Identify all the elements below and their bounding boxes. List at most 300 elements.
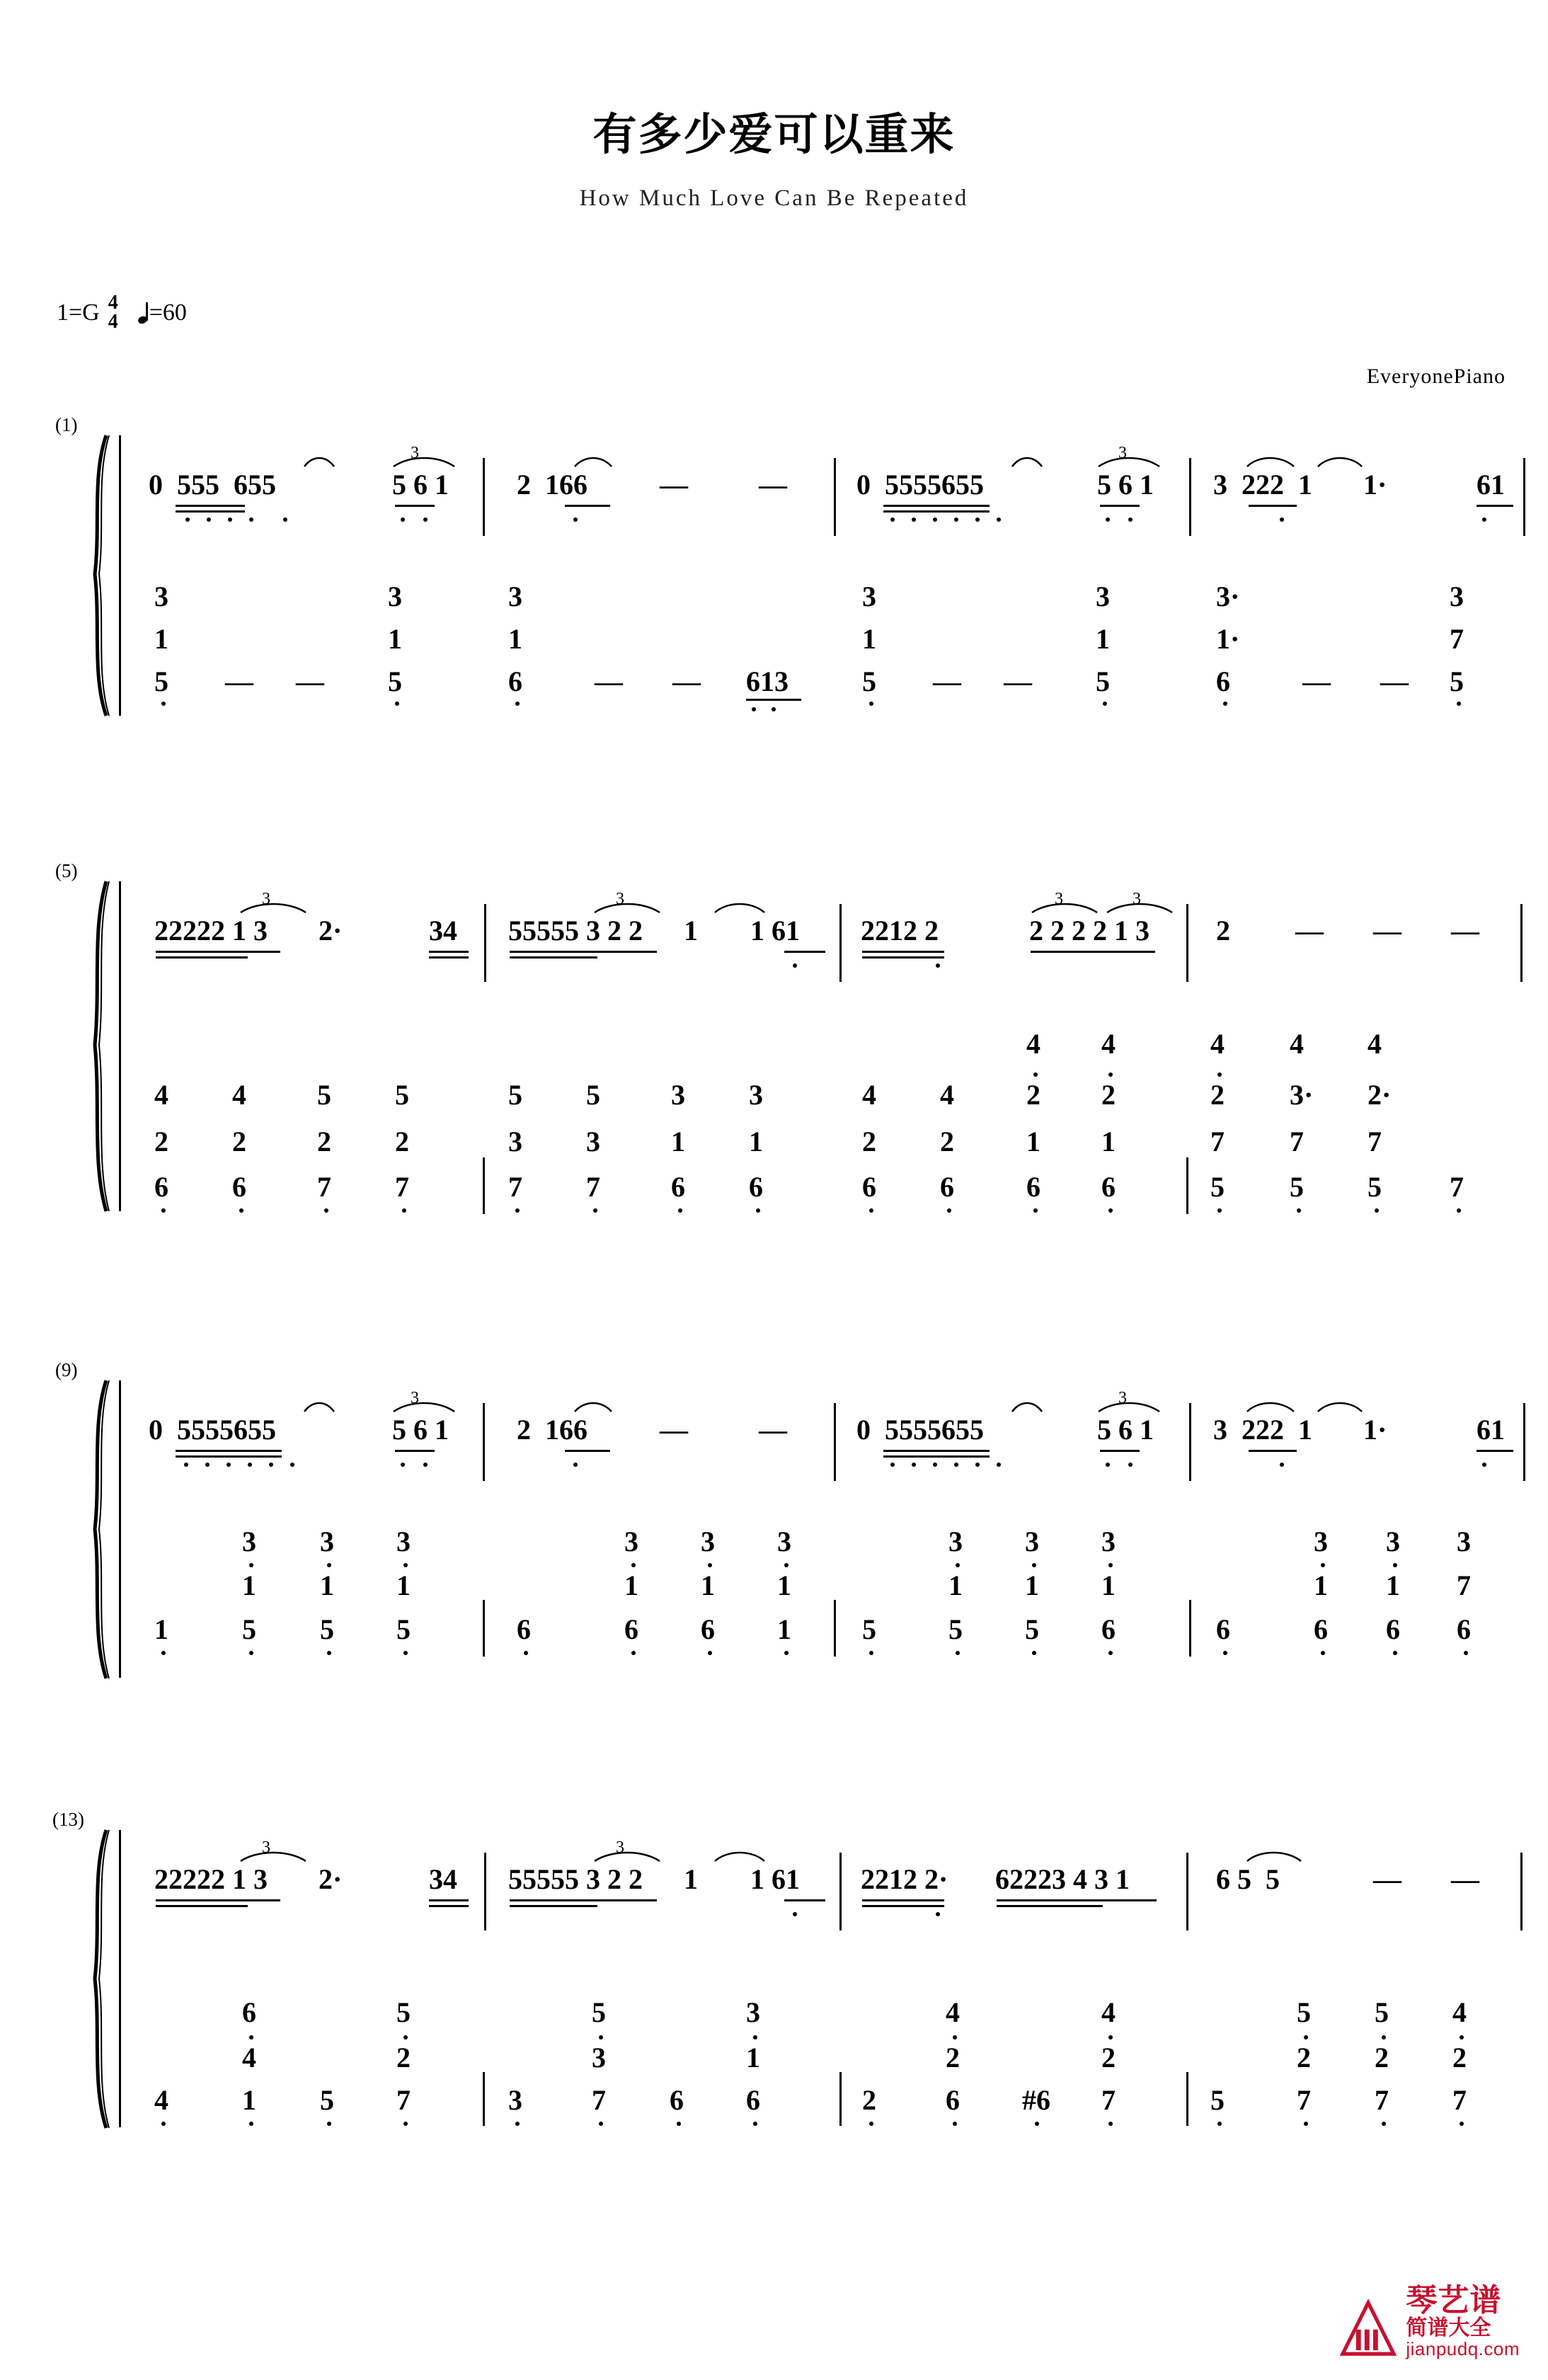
bass-note: 3 (592, 2042, 606, 2073)
octave-dot (793, 963, 797, 968)
bass-note: 5 (396, 1613, 411, 1645)
bass-note: 1 (320, 1569, 334, 1601)
barline (839, 1853, 842, 1930)
octave-dot (997, 1463, 1001, 1467)
bass-note: 5 (320, 2084, 334, 2116)
octave-dot (1033, 1072, 1038, 1077)
octave-dot (912, 1463, 916, 1467)
octave-dot (403, 2122, 408, 2126)
measure-number: (13) (52, 1809, 84, 1830)
bass-note: — (1004, 665, 1032, 697)
octave-dot (784, 1651, 789, 1655)
beam (176, 1450, 282, 1452)
octave-dot (1103, 702, 1107, 706)
octave-dot (1297, 1208, 1301, 1213)
bass-note: 3 (1314, 1526, 1328, 1557)
tempo-value: =60 (149, 299, 187, 326)
slur (1097, 454, 1161, 468)
time-signature-bottom: 4 (108, 310, 118, 333)
barline (834, 1600, 836, 1657)
bass-note: 7 (1452, 2084, 1467, 2116)
octave-dot (161, 1208, 166, 1213)
octave-dot (869, 1208, 873, 1213)
melody-notes: 2212 2 (861, 915, 939, 946)
octave-dot (324, 1208, 328, 1213)
octave-dot (1032, 1651, 1036, 1655)
melody-notes: 34 (429, 915, 457, 946)
system-brace (85, 880, 113, 1213)
bass-note: 7 (317, 1171, 331, 1203)
bass-note: 3 (862, 580, 876, 612)
bass-note: 7 (592, 2084, 606, 2116)
bass-note: 2 (1026, 1079, 1040, 1111)
bass-note: 6 (232, 1171, 246, 1203)
piano-logo-icon (1338, 2298, 1399, 2359)
barline (483, 1157, 485, 1214)
octave-dot (936, 963, 940, 968)
bass-note: 6 (671, 1171, 685, 1203)
barline (1186, 1853, 1188, 1930)
melody-notes: 2· (319, 1863, 343, 1895)
staff-system-4 (50, 1809, 1501, 2141)
bass-note: 2 (862, 2084, 876, 2116)
octave-dot (752, 707, 756, 711)
melody-notes: 22222 1 3 (154, 915, 268, 946)
octave-dot (1464, 1651, 1468, 1655)
octave-dot (1128, 517, 1133, 522)
bass-note: 1 (508, 623, 522, 655)
octave-dot (515, 702, 520, 706)
octave-dot (290, 1463, 294, 1467)
melody-notes: — (1451, 1863, 1479, 1895)
barline (484, 1853, 486, 1930)
slur (1317, 1399, 1363, 1413)
site-watermark (1338, 2284, 1520, 2359)
bass-note: 2 (1452, 2042, 1467, 2073)
octave-dot (402, 1208, 406, 1213)
octave-dot (933, 1463, 937, 1467)
beam (565, 1450, 610, 1452)
melody-notes: 2 (1216, 915, 1230, 946)
beam (1249, 505, 1297, 507)
octave-dot (953, 2035, 957, 2039)
bass-note: 7 (508, 1171, 522, 1203)
melody-notes: 2212 2· (861, 1863, 948, 1895)
bass-note: 6 (517, 1613, 531, 1645)
melody-notes: 61 (1477, 1414, 1505, 1446)
octave-dot (403, 1651, 408, 1655)
bass-note: 6 (1314, 1613, 1328, 1645)
barline-start (119, 435, 121, 716)
beam (862, 951, 944, 953)
bass-note: 5 (1368, 1171, 1382, 1203)
beam (862, 1899, 944, 1901)
bass-note: 2 (862, 1126, 876, 1157)
octave-dot (327, 1563, 331, 1567)
bass-note: 3 (508, 2084, 522, 2116)
beam (1249, 1450, 1297, 1452)
melody-notes: 1 (684, 1863, 698, 1895)
bass-note: 1 (1096, 623, 1110, 655)
octave-dot (403, 1563, 408, 1567)
key-and-tempo (57, 294, 187, 331)
beam (1477, 1450, 1513, 1452)
octave-dot (1382, 2122, 1386, 2126)
octave-dot (1482, 1463, 1486, 1467)
melody-notes: 0 5555655 (856, 1414, 984, 1446)
beam (395, 1450, 435, 1452)
bass-note: 5 (1210, 2084, 1225, 2116)
octave-dot (869, 1651, 873, 1655)
bass-note: 3· (1216, 580, 1240, 612)
bass-note: 5 (862, 665, 876, 697)
melody-notes: 55555 3 2 2 (508, 1863, 643, 1895)
melody-notes: 3 222 1 (1213, 469, 1312, 500)
bass-note: 1 (154, 1613, 168, 1645)
barline-end (1523, 1403, 1525, 1481)
bass-note: 6 (624, 1613, 638, 1645)
bass-note: 6 (508, 665, 522, 697)
slur (1031, 900, 1099, 914)
octave-dot (1223, 1651, 1227, 1655)
melody-notes: 34 (429, 1863, 457, 1895)
bass-note: 3 (948, 1526, 963, 1557)
bass-note: 5 (508, 1079, 522, 1111)
octave-dot (327, 2122, 331, 2126)
bass-note: #6 (1022, 2084, 1050, 2116)
octave-dot (593, 1208, 597, 1213)
bass-note: 5 (592, 1996, 606, 2028)
barline (483, 1600, 485, 1657)
bass-note: 5 (1096, 665, 1110, 697)
bass-note: 4 (1101, 1996, 1116, 2028)
octave-dot (869, 702, 873, 706)
melody-notes: 3 222 1 (1213, 1414, 1312, 1446)
bass-note: — (595, 665, 623, 697)
beam (784, 951, 825, 953)
octave-dot (1032, 1563, 1036, 1567)
octave-dot (1108, 1563, 1113, 1567)
octave-dot (933, 517, 937, 522)
slur (239, 900, 307, 914)
octave-dot (239, 1208, 243, 1213)
beam (156, 1899, 280, 1901)
octave-dot (599, 2122, 603, 2126)
barline (839, 904, 842, 982)
beam (510, 956, 597, 959)
octave-dot (1321, 1563, 1325, 1567)
octave-dot (869, 2122, 873, 2126)
octave-dot (1382, 2035, 1386, 2039)
slur (303, 454, 336, 468)
octave-dot (1280, 1463, 1284, 1467)
bass-note: 1 (1025, 1569, 1039, 1601)
bass-note: — (933, 665, 961, 697)
bass-note: 1 (749, 1126, 763, 1157)
bass-note: 2 (1297, 2042, 1311, 2073)
melody-notes: 1 61 (750, 1863, 800, 1895)
bass-note: 1 (242, 2084, 256, 2116)
melody-notes: 1· (1363, 1414, 1387, 1446)
bass-note: 1 (1101, 1126, 1116, 1157)
bass-note: 6 (1101, 1171, 1116, 1203)
octave-dot (184, 1463, 188, 1467)
octave-dot (228, 517, 232, 522)
melody-notes: — (1451, 915, 1479, 946)
octave-dot (1106, 517, 1110, 522)
octave-dot (947, 1208, 951, 1213)
bass-note: 5 (320, 1613, 334, 1645)
bass-note: 5 (1210, 1171, 1225, 1203)
bass-note: 2 (154, 1126, 168, 1157)
bass-note: 6 (940, 1171, 954, 1203)
octave-dot (1035, 2122, 1039, 2126)
octave-dot (1457, 702, 1461, 706)
melody-notes: 0 555 655 (149, 469, 276, 500)
barline (1186, 2072, 1188, 2126)
bass-note: 3 (701, 1526, 715, 1557)
slur (1011, 1399, 1043, 1413)
octave-dot (423, 1463, 428, 1467)
bass-note: 4 (154, 1079, 168, 1111)
watermark-brand: 琴艺谱 (1406, 2282, 1502, 2319)
bass-note: 4 (940, 1079, 954, 1111)
bass-note: 5 (1375, 1996, 1389, 2028)
melody-notes: 22222 1 3 (154, 1863, 268, 1895)
slur (303, 1399, 336, 1413)
octave-dot (784, 1563, 789, 1567)
bass-note: 1 (624, 1569, 638, 1601)
octave-dot (631, 1651, 636, 1655)
bass-note: 1 (1314, 1569, 1328, 1601)
beam (862, 956, 944, 959)
beam (176, 505, 245, 507)
octave-dot (161, 2122, 166, 2126)
melody-notes: 0 5555655 (856, 469, 984, 500)
beam (395, 505, 435, 507)
octave-dot (1223, 702, 1227, 706)
octave-dot (283, 517, 287, 522)
bass-note: 613 (746, 665, 789, 697)
bass-note: 6 (242, 1996, 256, 2028)
beam (429, 956, 469, 959)
melody-notes: 2 166 (517, 1414, 587, 1446)
bass-note: 2 (232, 1126, 246, 1157)
triplet-marking: 3 (1118, 1389, 1127, 1407)
bass-note: 3 (1025, 1526, 1039, 1557)
octave-dot (1108, 1208, 1113, 1213)
melody-notes: 2· (319, 915, 343, 946)
bass-note: 6 (1101, 1613, 1116, 1645)
barline-end (1523, 458, 1525, 536)
beam (883, 1450, 990, 1452)
slur (1317, 454, 1363, 468)
melody-notes: 2 2 2 2 1 3 (1029, 915, 1149, 946)
octave-dot (1108, 1651, 1113, 1655)
melody-notes: 62223 4 3 1 (995, 1863, 1130, 1895)
bass-note: 4 (154, 2084, 168, 2116)
octave-dot (249, 517, 253, 522)
bass-note: — (1380, 665, 1409, 697)
octave-dot (403, 2035, 408, 2039)
bass-note: 1 (154, 623, 168, 655)
octave-dot (997, 517, 1001, 522)
bass-note: 1 (777, 1613, 791, 1645)
bass-note: 7 (1457, 1569, 1471, 1601)
bass-note: 4 (1290, 1028, 1304, 1060)
bass-note: 6 (1216, 665, 1230, 697)
bass-note: 4 (946, 1996, 960, 2028)
beam (156, 956, 248, 959)
bass-note: 7 (1450, 1171, 1464, 1203)
system-brace (85, 434, 113, 717)
system-brace (85, 1829, 113, 2129)
quarter-note-icon (138, 302, 148, 324)
bass-note: 4 (1210, 1028, 1225, 1060)
barline (1186, 1157, 1188, 1214)
melody-notes: 6 5 5 (1216, 1863, 1280, 1895)
bass-note: 5 (395, 1079, 409, 1111)
beam (510, 1899, 657, 1901)
beam (883, 510, 990, 513)
octave-dot (249, 1651, 253, 1655)
octave-dot (1108, 2122, 1113, 2126)
octave-dot (936, 1912, 940, 1916)
bass-note: 2 (1210, 1079, 1225, 1111)
octave-dot (793, 1912, 797, 1916)
octave-dot (205, 1463, 210, 1467)
bass-note: 1 (396, 1569, 411, 1601)
octave-dot (1304, 2035, 1308, 2039)
octave-dot (975, 517, 980, 522)
octave-dot (207, 517, 211, 522)
octave-dot (956, 1563, 960, 1567)
bass-note: 7 (1297, 2084, 1311, 2116)
bass-note: 3 (586, 1126, 600, 1157)
bass-note: 3 (624, 1526, 638, 1557)
slur (593, 1848, 661, 1863)
octave-dot (953, 2122, 957, 2126)
bass-note: 1 (671, 1126, 685, 1157)
bass-note: — (1302, 665, 1331, 697)
bass-note: 2 (946, 2042, 960, 2073)
triplet-marking: 3 (1055, 890, 1063, 908)
octave-dot (1106, 1463, 1110, 1467)
bass-note: 3 (1101, 1526, 1116, 1557)
slur (392, 454, 456, 468)
octave-dot (1280, 517, 1284, 522)
bass-note: 6 (746, 2084, 760, 2116)
beam (176, 1455, 282, 1458)
barline (839, 2072, 842, 2126)
octave-dot (1393, 1563, 1397, 1567)
bass-note: 6 (1026, 1171, 1040, 1203)
bass-note: 7 (586, 1171, 600, 1203)
slur (1246, 1399, 1295, 1413)
melody-notes: 61 (1477, 469, 1505, 500)
octave-dot (161, 702, 166, 706)
bass-note: 4 (1101, 1028, 1116, 1060)
octave-dot (599, 2035, 603, 2039)
melody-notes: — (1373, 915, 1401, 946)
bass-note: 3 (242, 1526, 256, 1557)
bass-note: 6 (946, 2084, 960, 2116)
melody-notes: 55555 3 2 2 (508, 915, 643, 946)
beam (429, 951, 469, 953)
octave-dot (327, 1651, 331, 1655)
triplet-marking: 3 (1133, 890, 1141, 908)
bass-note: 1 (701, 1569, 715, 1601)
octave-dot (1321, 1651, 1325, 1655)
bass-note: 2 (396, 2042, 411, 2073)
triplet-marking: 3 (411, 444, 419, 462)
time-signature (108, 294, 118, 331)
octave-dot (631, 1563, 636, 1567)
octave-dot (890, 517, 895, 522)
bass-note: 1 (1101, 1569, 1116, 1601)
octave-dot (954, 517, 958, 522)
barline (1189, 1403, 1191, 1481)
octave-dot (1108, 1072, 1113, 1077)
bass-note: — (296, 665, 324, 697)
octave-dot (524, 1651, 528, 1655)
bass-note: 6 (154, 1171, 168, 1203)
melody-notes: 5 6 1 (1097, 1414, 1154, 1446)
octave-dot (1393, 1651, 1397, 1655)
bass-note: 7 (396, 2084, 411, 2116)
bass-note: 3 (1096, 580, 1110, 612)
bass-note: 2 (317, 1126, 331, 1157)
staff-system-1 (50, 414, 1505, 726)
bass-note: 3 (671, 1079, 685, 1111)
octave-dot (677, 2122, 681, 2126)
time-signature-top: 4 (108, 292, 118, 314)
octave-dot (1217, 1208, 1222, 1213)
octave-dot (708, 1563, 712, 1567)
melody-notes: — (660, 469, 688, 500)
beam (176, 510, 245, 513)
bass-note: 1 (777, 1569, 791, 1601)
bass-note: 3 (320, 1526, 334, 1557)
triplet-marking: 3 (616, 1838, 624, 1857)
melody-notes: — (1295, 915, 1324, 946)
bass-note: 1 (948, 1569, 963, 1601)
watermark-brand-secondary: 简谱大全 (1406, 2316, 1491, 2341)
bass-note: 4 (1026, 1028, 1040, 1060)
octave-dot (269, 1463, 273, 1467)
beam (1031, 951, 1155, 953)
slur (392, 1399, 456, 1413)
octave-dot (753, 2122, 757, 2126)
octave-dot (1482, 517, 1486, 522)
barline-start (119, 1380, 121, 1678)
bass-note: 3 (396, 1526, 411, 1557)
barline-start (119, 1830, 121, 2127)
slur (1106, 900, 1174, 914)
tempo-marking (138, 299, 187, 326)
octave-dot (423, 517, 428, 522)
system-brace (85, 1379, 113, 1680)
bass-note: 1 (1026, 1126, 1040, 1157)
bass-note: 6 (749, 1171, 763, 1203)
bass-note: 7 (1375, 2084, 1389, 2116)
melody-notes: — (660, 1414, 688, 1446)
octave-dot (401, 1463, 405, 1467)
bass-note: 5 (586, 1079, 600, 1111)
beam (1477, 505, 1513, 507)
melody-notes: 1 (684, 915, 698, 946)
melody-notes: 0 5555655 (149, 1414, 276, 1446)
